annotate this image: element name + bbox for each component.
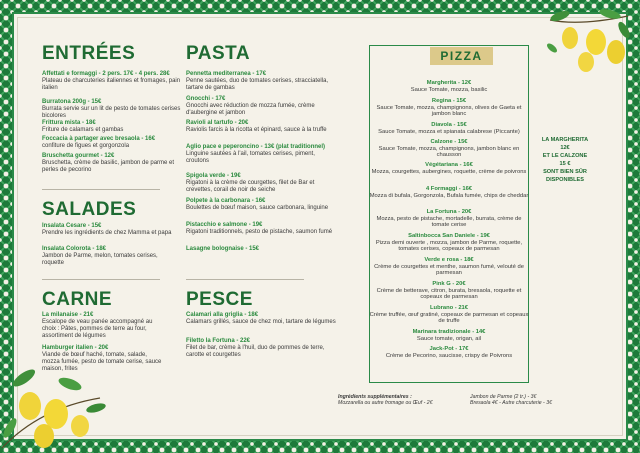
pizza-item: 4 Formaggi - 16€ Mozza di bufala, Gorgonzola, Bufala fumée, chips de cheddar — [369, 186, 529, 199]
lemon-branch-illustration — [540, 8, 632, 88]
menu-item: Gnocchi - 17€ Gnocchi avec réduction de mozza fumée, crème d'aubergine et jambon — [186, 96, 315, 116]
supplements-title: Ingrédients supplémentaires : — [338, 394, 412, 400]
menu-item: Insalata Cesare - 15€ Prendre les ingrédients de chez Mamma et papa — [42, 223, 172, 236]
section-title-salades: SALADES — [42, 199, 137, 220]
menu-item: Calamari alla griglia - 18€ Calamars grillés, sauce de chez moi, tartare de légumes — [186, 312, 336, 325]
supplement-line: Mozzarella ou autre fromage ou Œuf - 2€ — [338, 400, 433, 406]
lemon-branch-illustration — [0, 348, 110, 453]
pizza-item: La Fortuna - 20€ Mozza, pesto de pistache, mortadelle, burrata, crème de tomate cerise — [376, 209, 522, 229]
supplement-line: Bresaola 4€ - Autre charcuterie - 3€ — [470, 400, 552, 406]
section-title-pasta: PASTA — [186, 43, 251, 64]
pizza-item: Jack-Pot - 17€ Crème de Pecorino, saucisse, crispy de Poivrons — [385, 346, 513, 359]
menu-item: Affettati e formaggi - 2 pers. 17€ - 4 pers. 28€ Plateau de charcuteries italiennes et fromages, pain italien — [42, 71, 181, 91]
menu-item: Bruschetta gourmet - 12€ Bruschetta, crème de basilic, jambon de parme et perles de pecorino — [42, 153, 175, 173]
pizza-item: Marinara tradizionale - 14€ Sauce tomate, origan, ail — [412, 329, 486, 342]
menu-item: Filetto la Fortuna - 22€ Filet de bar, crème à l'huil, duo de pommes de terre, carotte et courgettes — [186, 338, 325, 358]
menu-item: Aglio pace e peperoncino - 13€ (plat traditionnel) Linguine sautées à l'ail, tomates cerises, piment, croutons — [186, 144, 326, 164]
pizza-item: Lubrano - 21€ Crème truffée, œuf gratiné, copeaux de parmesan et copeaux de truffe — [369, 305, 529, 325]
menu-item: Spigola verde - 19€ Rigatoni à la crème de courgettes, filet de Bar et crevettes, corail de noir de seiche — [186, 173, 315, 193]
pizza-item: Saltinbocca San Daniele - 19€ Pizza demi ouverte , mozza, jambon de Parme, roquette, tomates cerises, copeaux de parmesan — [375, 233, 523, 253]
pizza-item: Regina - 15€ Sauce Tomate, mozza, champignons, olives de Gaeta et jambon blanc — [376, 98, 522, 118]
menu-item: Hamburger italien - 20€ Viande de bœuf haché, tomate, salade, mozza fumée, pesto de tomate cerise, sauce maison, frites — [42, 345, 162, 372]
section-title-pizza: PIZZA — [430, 47, 493, 65]
pizza-item: Diavola - 15€ Sauce Tomate, mozza et spianata calabrese (Piccante) — [378, 122, 520, 135]
pizza-item: Verde e rosa - 18€ Crème de courgettes et menthe, saumon fumé, velouté de parmesan — [374, 257, 524, 277]
menu-item: Polpete à la carbonara - 16€ Boulettes de bœuf maison, sauce carbonara, linguine — [186, 198, 329, 211]
section-divider — [186, 279, 304, 280]
section-title-entrees: ENTRÉES — [42, 43, 136, 64]
pizza-item: Margherita - 12€ Sauce Tomate, mozza, basilic — [410, 80, 488, 93]
menu-item: Ravioli al tartufo - 20€ Raviolis farcis à la ricotta et épinard, sauce à la truffe — [186, 120, 327, 133]
pizza-availability-note: LA MARGHERITA 12€ ET LE CALZONE 15 € SONT BIEN SÛR DISPONIBLES — [541, 137, 589, 183]
section-divider — [42, 189, 160, 190]
section-title-carne: CARNE — [42, 289, 113, 310]
pizza-item: Pink G - 20€ Crème de betterave, citron, burata, bresaola, roquette et copeaux de parmesan — [376, 281, 522, 301]
section-title-pesce: PESCE — [186, 289, 253, 310]
menu-item: Foccacia à partager avec bresaola - 16€ confiture de figues et gorgonzola — [42, 136, 156, 149]
pizza-item: Végétariana - 16€ Mozza, courgettes, aubergines, roquette, crème de poivrons — [371, 162, 527, 175]
supplement-line: Jambon de Parme (2 tr.) - 3€ — [470, 394, 537, 400]
menu-item: Lasagne bolognaise - 15€ — [186, 246, 260, 252]
menu-item: La milanaise - 21€ Escalope de veau panée accompagné au choix : Pâtes, pommes de terre au four, assortiment de légumes — [42, 312, 153, 339]
section-divider — [42, 279, 160, 280]
pizza-item: Calzone - 15€ Sauce Tomate, mozza, champignons, jambon blanc en chausson — [378, 139, 520, 159]
menu-item: Pistacchio e salmone - 19€ Rigatoni traditionnels, pesto de pistache, saumon fumé — [186, 222, 333, 235]
menu-item: Frittura mista - 18€ Friture de calamars et gambas — [42, 120, 124, 133]
menu-item: Pennetta mediterranea - 17€ Penne sautées, duo de tomates cerises, stracciatella, tartare de gambas — [186, 71, 329, 91]
menu-item: Insalata Colorota - 18€ Jambon de Parme, melon, tomates cerises, roquette — [42, 246, 158, 266]
menu-item: Burratona 200g - 15€ Burrata servie sur un lit de pesto de tomates cerises bicolores — [42, 99, 181, 119]
